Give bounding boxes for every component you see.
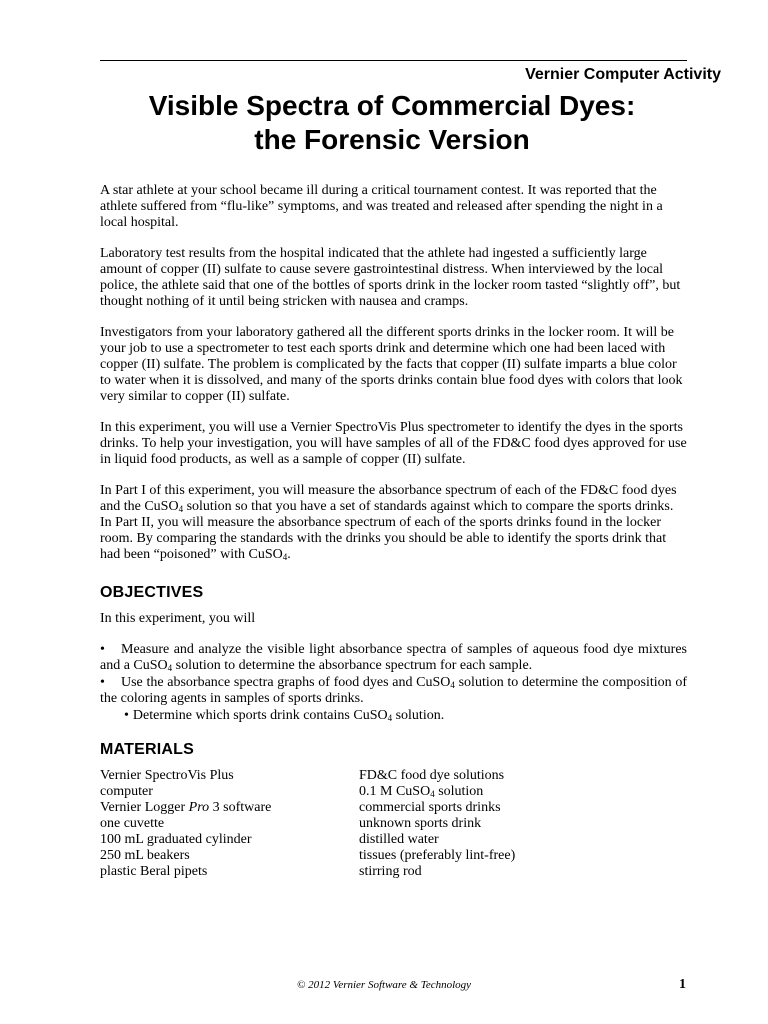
materials-item: FD&C food dye solutions [359,768,505,783]
text-run: 3 software [209,800,272,815]
objective-item-3 [100,708,687,724]
text-run: 0.1 M CuSO [359,784,431,799]
materials-item: unknown sports drink [359,816,482,831]
materials-item [359,784,515,800]
text-run-italic: Pro [188,800,210,815]
materials-item: Vernier SpectroVis Plus [100,768,234,783]
text-run: Measure and analyze the visible light absorbance spectra of samples of aqueous food dye mixtures and a CuSO [100,642,687,673]
intro-paragraph-2: Laboratory test results from the hospital indicated that the athlete had ingested a sufficiently large amount of copper (II) sulfate to cause severe gastrointestinal distress. When interviewed by the local police, the athlete said that one of the bottles of sports drink in the locker room tasted “slightly off”, but thought nothing of it until being stricken with nausea and cramps. [100,246,681,309]
subscript: 4 [167,663,173,673]
text-run: Use the absorbance spectra graphs of food dyes and CuSO [121,675,451,690]
bullet-icon: • [124,708,129,723]
title-line-2: the Forensic Version [254,124,530,155]
intro-paragraph-1: A star athlete at your school became ill during a critical tournament contest. It was reported that the athlete suffered from “flu-like” symptoms, and was treated and released after spending the night in a local hospital. [100,183,663,230]
intro-paragraph-4: In this experiment, you will use a Vernier SpectroVis Plus spectrometer to identify the dyes in the sports drinks. To help your investigation, you will have samples of all of the FD&C food dyes approved for use in liquid food products, as well as a sample of copper (II) sulfate. [100,420,687,467]
objectives-heading: OBJECTIVES [100,584,204,601]
text-run: . [287,547,291,562]
bullet-icon: • [100,675,105,690]
text-run: solution. [392,708,445,723]
document-body [100,183,687,880]
text-run: In Part I of this experiment, you will measure the absorbance spectrum of each of the FD&C food dyes and the CuSO [100,483,677,514]
subscript: 4 [450,680,455,690]
objectives-list [100,642,687,724]
materials-item: computer [100,784,153,799]
subscript: 4 [282,552,288,562]
text-run: solution so that you have a set of standards against which to compare the sports drinks. In Part II, you will measure the absorbance spectrum of each of the sports drinks found in the locker room. By comparing the standards with the drinks you should be able to identify the sports drink that had been “poisoned” with CuSO [100,499,674,562]
materials-item: plastic Beral pipets [100,864,208,879]
text-run: Vernier Logger [100,800,189,815]
title-line-1: Visible Spectra of Commercial Dyes: [148,90,636,121]
intro-paragraph-5 [100,483,687,563]
objective-item-2 [100,675,687,707]
materials-columns [100,768,687,880]
materials-item: 100 mL graduated cylinder [100,832,252,847]
materials-item: tissues (preferably lint-free) [359,848,516,863]
document-title [0,89,768,157]
intro-paragraph-3: Investigators from your laboratory gathered all the different sports drinks in the locker room. It will be your job to use a spectrometer to test each sports drink and determine which one had been laced with copper (II) sulfate. The problem is complicated by the facts that copper (II) sulfate imparts a blue color to water when it is dissolved, and many of the sports drinks contain blue food dyes with colors that look very similar to copper (II) sulfate. [100,325,683,404]
activity-tag: Vernier Computer Activity [525,66,721,83]
text-run: Determine which sports drink contains CuSO [132,708,388,723]
materials-list-left [100,768,359,880]
header-rule [100,60,687,61]
materials-item: 250 mL beakers [100,848,190,863]
footer-copyright: © 2012 Vernier Software & Technology [296,979,472,991]
subscript: 4 [430,789,435,799]
text-run: solution [434,784,484,799]
materials-list-right [359,768,515,880]
bullet-icon: • [100,642,105,657]
text-run: solution to determine the absorbance spectrum for each sample. [172,658,533,673]
text-run: solution to determine the composition of the coloring agents in samples of sports drinks. [100,675,688,706]
materials-item: stirring rod [359,864,422,879]
page-number: 1 [679,977,686,992]
subscript: 4 [178,504,184,514]
materials-item [100,800,359,816]
objective-item-1 [100,642,687,674]
materials-item: distilled water [359,832,439,847]
materials-item: one cuvette [100,816,165,831]
materials-item: commercial sports drinks [359,800,501,815]
subscript: 4 [387,713,393,723]
materials-heading: MATERIALS [100,741,194,758]
objectives-intro: In this experiment, you will [100,611,256,626]
